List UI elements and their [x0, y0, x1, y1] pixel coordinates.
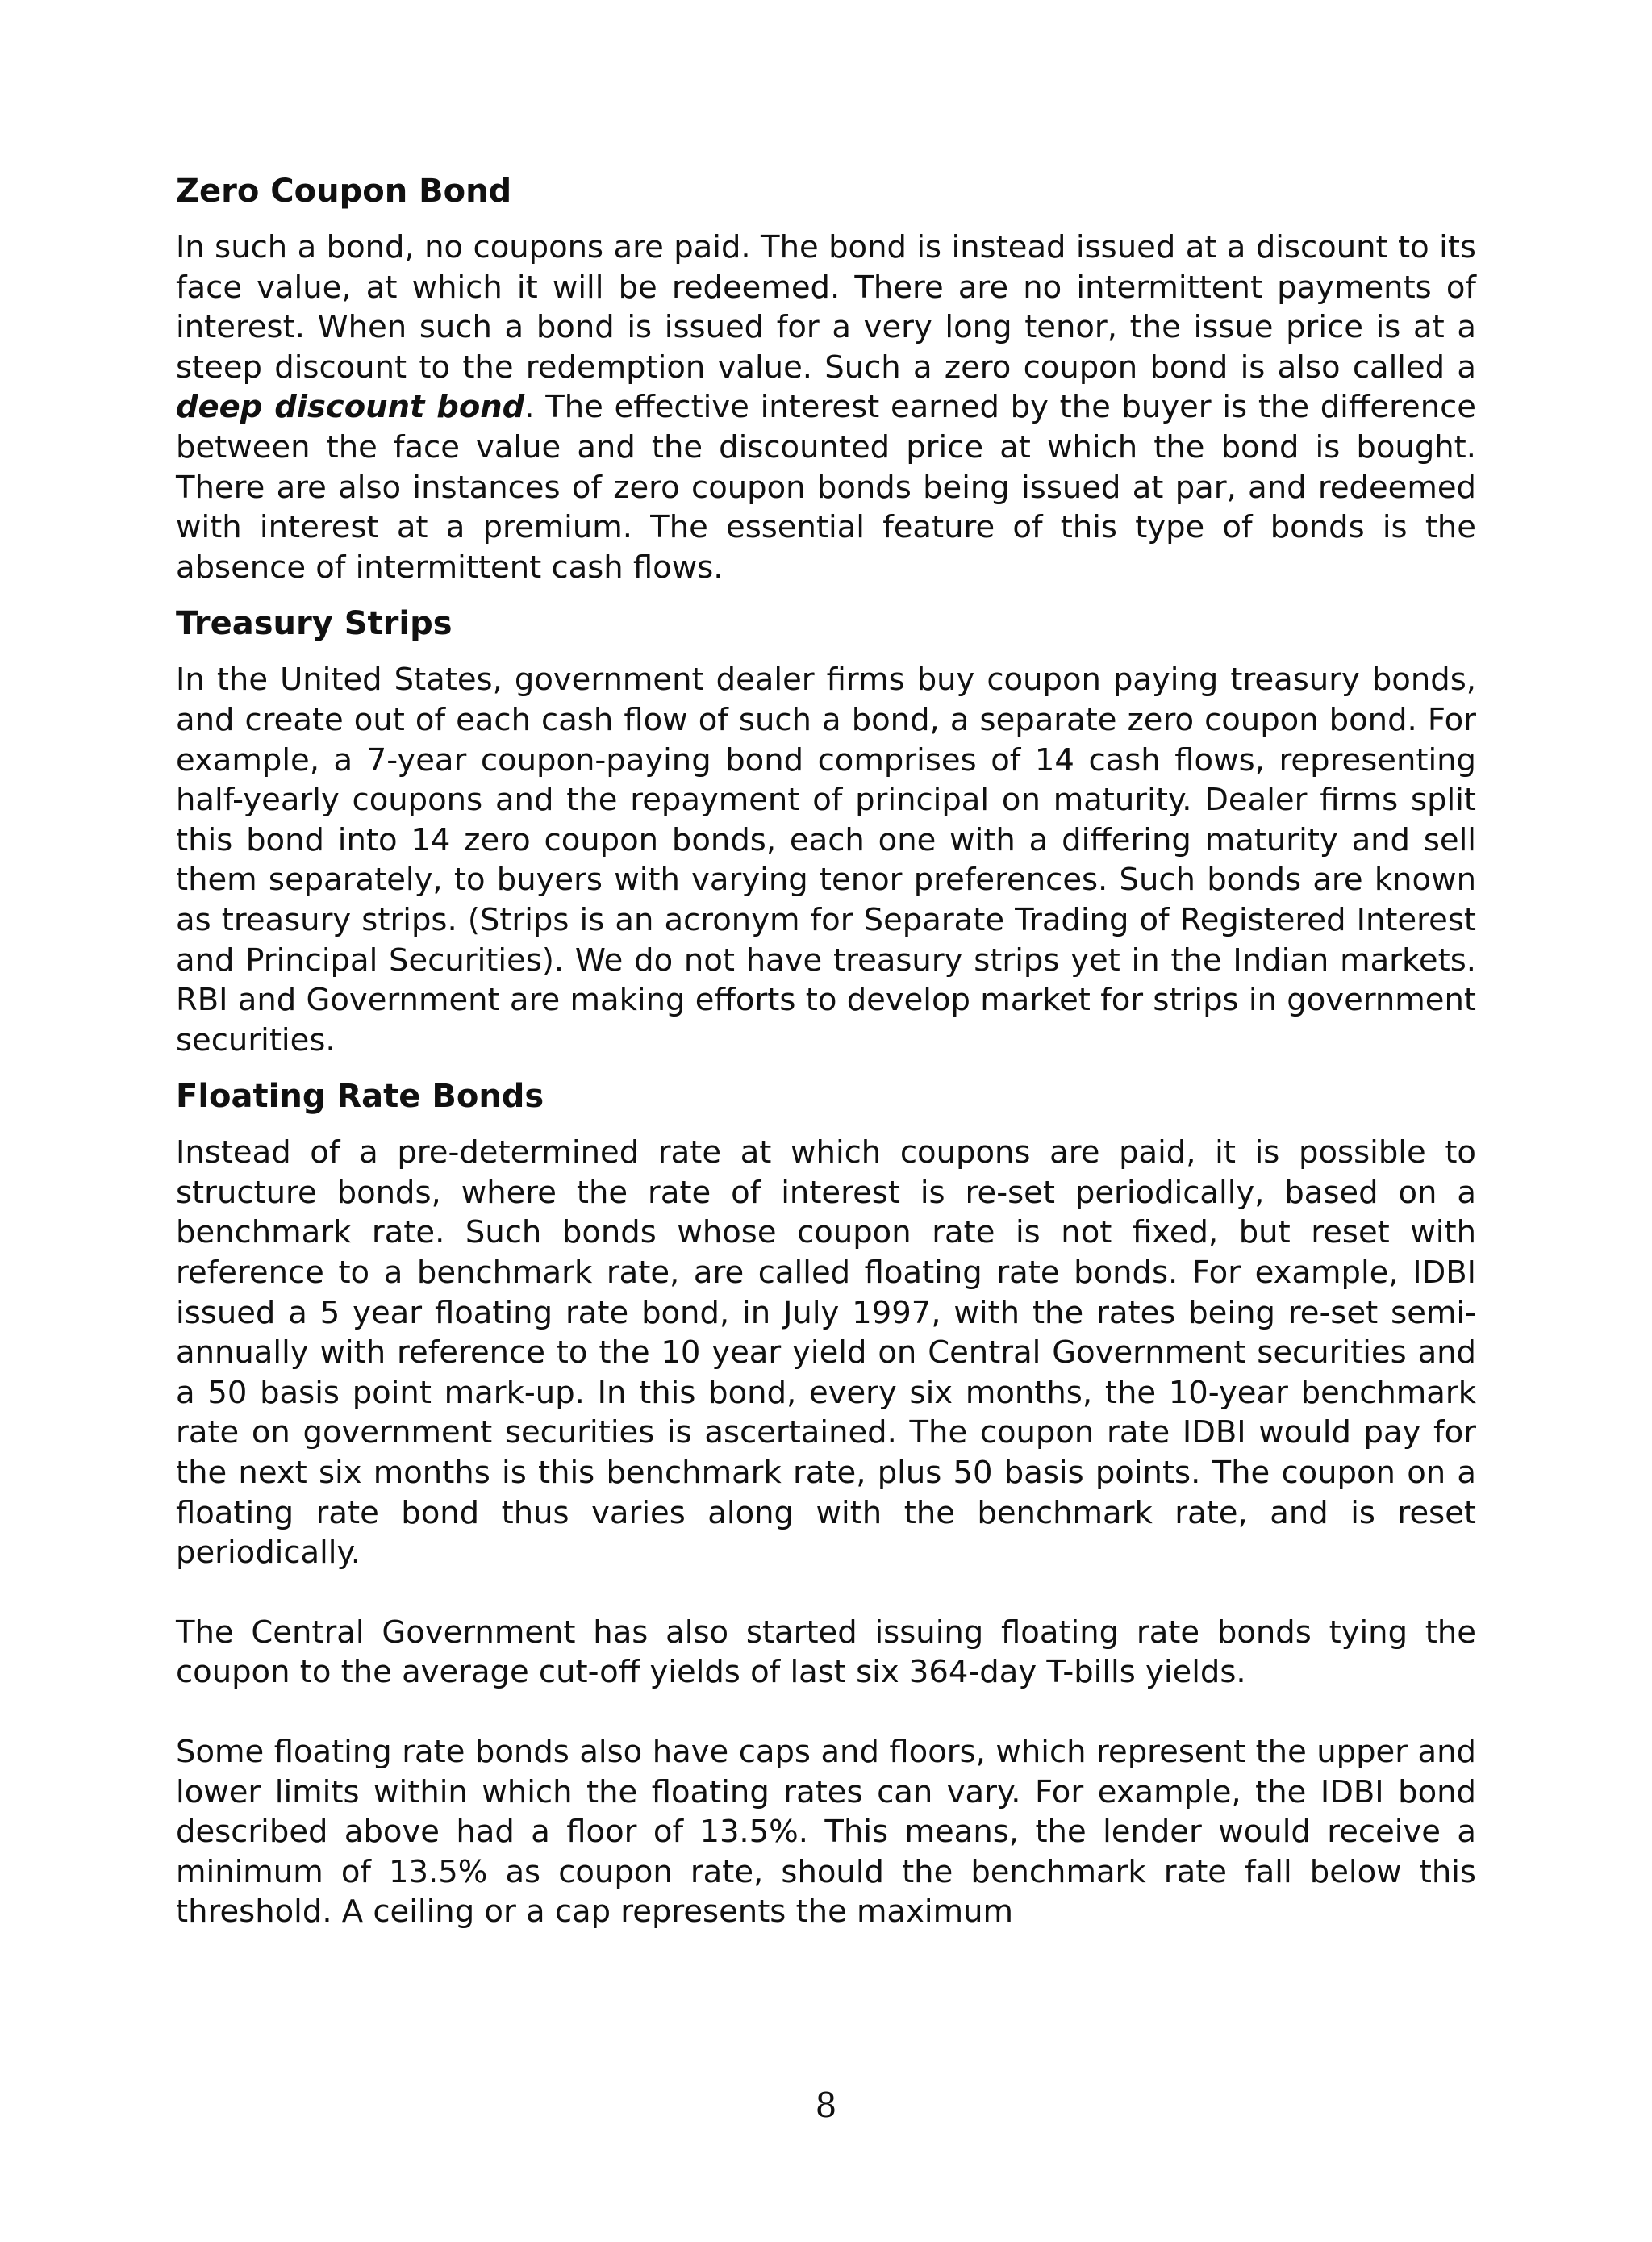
- emphasized-term: deep discount bond: [176, 389, 525, 426]
- heading-floating-rate-bonds: Floating Rate Bonds: [176, 1078, 544, 1116]
- paragraph-text: In such a bond, no coupons are paid. The bond is instead issued at a discount to its face value, at which it will be redeemed. There are no intermittent payments of interest. When such a bond is issued for a very long tenor, the issue price is at a steep discount to the redemption value. Such a zero coupon bond is also called a: [176, 229, 1476, 386]
- paragraph-treasury-strips: In the United States, government dealer firms buy coupon paying treasury bonds, and create out of each cash flow of such a bond, a separate zero coupon bond. For example, a 7-year coupon-paying bond comprises of 14 cash flows, representing half-yearly coupons and the repayment of principal on maturity. Dealer firms split this bond into 14 zero coupon bonds, each one with a differing maturity and sell them separately, to buyers with varying tenor preferences. Such bonds are known as treasury strips. (Strips is an acronym for Separate Trading of Registered Interest and Principal Securities). We do not have treasury strips yet in the Indian markets. RBI and Government are making efforts to develop market for strips in government securities.: [176, 662, 1476, 1058]
- paragraph-floating-rate-3: Some floating rate bonds also have caps and floors, which represent the upper and lower limits within which the floating rates can vary. For example, the IDBI bond described above had a floor of 13.5%. This means, the lender would receive a minimum of 13.5% as coupon rate, should the benchmark rate fall below this threshold. A ceiling or a cap represents the maximum: [176, 1734, 1476, 1931]
- page-number: 8: [815, 2085, 837, 2125]
- paragraph-zero-coupon-bond: [176, 228, 1476, 587]
- paragraph-text: . The effective interest earned by the buyer is the difference between the face value and the discounted price at which the bond is bought. There are also instances of zero coupon bonds being issued at par, and redeemed with interest at a premium. The essential feature of this type of bonds is the absence of intermittent cash flows.: [176, 389, 1476, 586]
- paragraph-floating-rate-2: The Central Government has also started issuing floating rate bonds tying the coupon to the average cut-off yields of last six 364-day T-bills yields.: [176, 1614, 1476, 1691]
- page-body: [176, 171, 1476, 1932]
- paragraph-floating-rate-1: Instead of a pre-determined rate at which coupons are paid, it is possible to structure bonds, where the rate of interest is re-set periodically, based on a benchmark rate. Such bonds whose coupon rate is not fixed, but reset with reference to a benchmark rate, are called floating rate bonds. For example, IDBI issued a 5 year floating rate bond, in July 1997, with the rates being re-set semi-annually with reference to the 10 year yield on Central Government securities and a 50 basis point mark-up. In this bond, every six months, the 10-year benchmark rate on government securities is ascertained. The coupon rate IDBI would pay for the next six months is this benchmark rate, plus 50 basis points. The coupon on a floating rate bond thus varies along with the benchmark rate, and is reset periodically.: [176, 1134, 1476, 1572]
- heading-treasury-strips: Treasury Strips: [176, 605, 453, 643]
- heading-zero-coupon-bond: Zero Coupon Bond: [176, 173, 512, 210]
